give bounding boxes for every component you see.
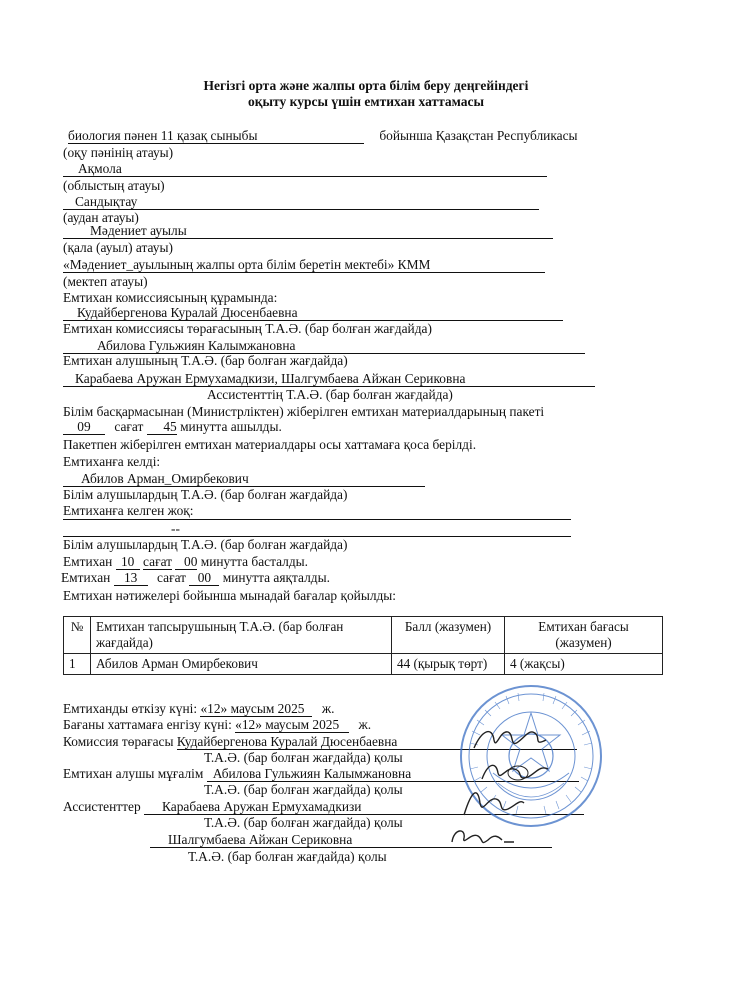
- school-line: [63, 257, 545, 273]
- present-caption: Білім алушылардың Т.А.Ә. (бар болған жағдайда): [63, 487, 348, 502]
- assistants-value: Карабаева Аружан Ермухамадкизи, Шалгумбаева Айжан Сериковна: [63, 371, 595, 387]
- document-title-line2: оқыту курсы үшін емтихан хаттамасы: [247, 94, 485, 109]
- results-table: [63, 616, 663, 675]
- settlement-underline: [63, 238, 553, 239]
- start-prefix: Емтихан: [63, 554, 113, 569]
- end-minute: 00: [189, 570, 219, 586]
- package-hour-word: сағат: [114, 419, 144, 434]
- assistant1-signature-mark: [458, 785, 528, 823]
- subject-value: биология пәнен 11 қазақ сыныбы: [68, 128, 364, 144]
- region-value: Ақмола: [78, 161, 122, 176]
- end-hour-word: сағат: [157, 570, 187, 585]
- absent-label: Емтиханға келген жоқ:: [63, 503, 194, 518]
- examiner-sign-value: Абилова Гульжиян Калымжановна: [207, 766, 579, 782]
- absent-caption: Білім алушылардың Т.А.Ә. (бар болған жағдайда): [63, 537, 348, 552]
- exam-date-value: «12» маусым 2025: [200, 701, 312, 717]
- district-caption: (аудан атауы): [63, 210, 139, 225]
- present-line: [63, 471, 425, 487]
- region-caption: (облыстың атауы): [63, 178, 165, 193]
- present-label: Емтиханға келді:: [63, 454, 161, 469]
- document-title-line1: Негізгі орта және жалпы орта білім беру деңгейіндегі: [203, 78, 529, 93]
- absent-dash-line: [63, 519, 571, 520]
- package-attached: Пакетпен жіберілген емтихан материалдары осы хаттамаға қоса берілді.: [63, 437, 477, 452]
- settlement-value: Мәдениет ауылы: [90, 223, 187, 238]
- package-hour: 09: [63, 419, 105, 435]
- subject-line: [68, 128, 578, 144]
- present-value: Абилов Арман_Омирбекович: [63, 471, 425, 487]
- examiner-caption: Емтихан алушының Т.А.Ә. (бар болған жағдайда): [63, 353, 348, 368]
- assistants-sign-label: Ассистенттер: [63, 799, 141, 814]
- chair-sign-caption: Т.А.Ә. (бар болған жағдайда) қолы: [204, 750, 403, 765]
- package-minute: 45: [147, 419, 177, 435]
- cell-grade: 4 (жақсы): [505, 654, 663, 675]
- package-text: Білім басқармасынан (Министрліктен) жіберілген емтихан материалдарының пакеті: [63, 404, 545, 419]
- package-time: [63, 419, 282, 435]
- assistant1-sign-value: Карабаева Аружан Ермухамадкизи: [144, 799, 584, 815]
- table-header-row: [64, 617, 663, 654]
- subject-suffix: бойынша Қазақстан Республикасы: [379, 128, 578, 143]
- chair-caption: Емтихан комиссиясы төрағасының Т.А.Ә. (бар болған жағдайда): [63, 321, 432, 336]
- table-row: [64, 654, 663, 675]
- start-hour-word: сағат: [143, 554, 173, 569]
- end-time: [61, 570, 330, 586]
- header-number: №: [64, 617, 91, 654]
- subject-caption: (оқу пәнінің атауы): [63, 145, 174, 160]
- header-name: Емтихан тапсырушының Т.А.Ә. (бар болған жағдайда): [91, 617, 392, 654]
- cell-name: Абилов Арман Омирбекович: [91, 654, 392, 675]
- settlement-caption: (қала (ауыл) атауы): [63, 240, 173, 255]
- entry-date-value: «12» маусым 2025: [235, 717, 349, 733]
- start-minute: 00: [175, 554, 197, 570]
- chair-sign-value: Кудайбергенова Куралай Дюсенбаевна: [177, 734, 577, 750]
- end-hour: 13: [114, 570, 148, 586]
- entry-date: [63, 717, 371, 733]
- assistants-line: [63, 371, 595, 387]
- examiner-sign-caption: Т.А.Ә. (бар болған жағдайда) қолы: [204, 782, 403, 797]
- school-value: «Мәдениет_ауылының жалпы орта білім беретін мектебі» КММ: [63, 257, 545, 273]
- chair-signature-mark: [470, 722, 550, 756]
- grades-heading: Емтихан нәтижелері бойынша мынадай бағалар қойылды:: [63, 588, 397, 603]
- assistant1-sign-caption: Т.А.Ә. (бар болған жағдайда) қолы: [204, 815, 403, 830]
- examiner-line: [63, 338, 585, 354]
- chair-value: Кудайбергенова Куралай Дюсенбаевна: [63, 305, 563, 321]
- exam-date-suffix: ж.: [321, 701, 335, 716]
- region-underline: [63, 176, 547, 177]
- start-suffix: минутта басталды.: [200, 554, 309, 569]
- assistant2-sign-value: Шалгумбаева Айжан Сериковна: [150, 832, 552, 848]
- package-minute-word: минутта ашылды.: [180, 419, 282, 434]
- cell-score: 44 (қырық төрт): [392, 654, 505, 675]
- assistant2-signature-mark: [446, 822, 516, 852]
- cell-number: 1: [64, 654, 91, 675]
- entry-date-label: Бағаны хаттамаға енгізу күні:: [63, 717, 232, 732]
- start-hour: 10: [116, 554, 140, 570]
- examiner-value: Абилова Гульжиян Калымжановна: [63, 338, 585, 354]
- header-grade: Емтихан бағасы (жазумен): [505, 617, 663, 654]
- school-caption: (мектеп атауы): [63, 274, 148, 289]
- exam-date: [63, 701, 334, 717]
- end-suffix: минутта аяқталды.: [222, 570, 330, 585]
- examiner-signature-mark: [478, 757, 554, 787]
- start-time: [63, 554, 308, 570]
- absent-value: --: [63, 521, 571, 537]
- end-prefix: Емтихан: [61, 570, 111, 585]
- header-score: Балл (жазумен): [392, 617, 505, 654]
- entry-date-suffix: ж.: [358, 717, 372, 732]
- commission-heading: Емтихан комиссиясының құрамында:: [63, 290, 278, 305]
- exam-date-label: Емтиханды өткізу күні:: [63, 701, 198, 716]
- chair-sign-label: Комиссия төрағасы: [63, 734, 174, 749]
- assistants-caption: Ассистенттің Т.А.Ә. (бар болған жағдайда): [207, 387, 453, 402]
- district-value: Сандықтау: [75, 194, 138, 209]
- examiner-sign-label: Емтихан алушы мұғалім: [63, 766, 204, 781]
- chair-line: [63, 305, 563, 321]
- absent-line: [63, 521, 571, 537]
- assistant2-sign-caption: Т.А.Ә. (бар болған жағдайда) қолы: [188, 849, 387, 864]
